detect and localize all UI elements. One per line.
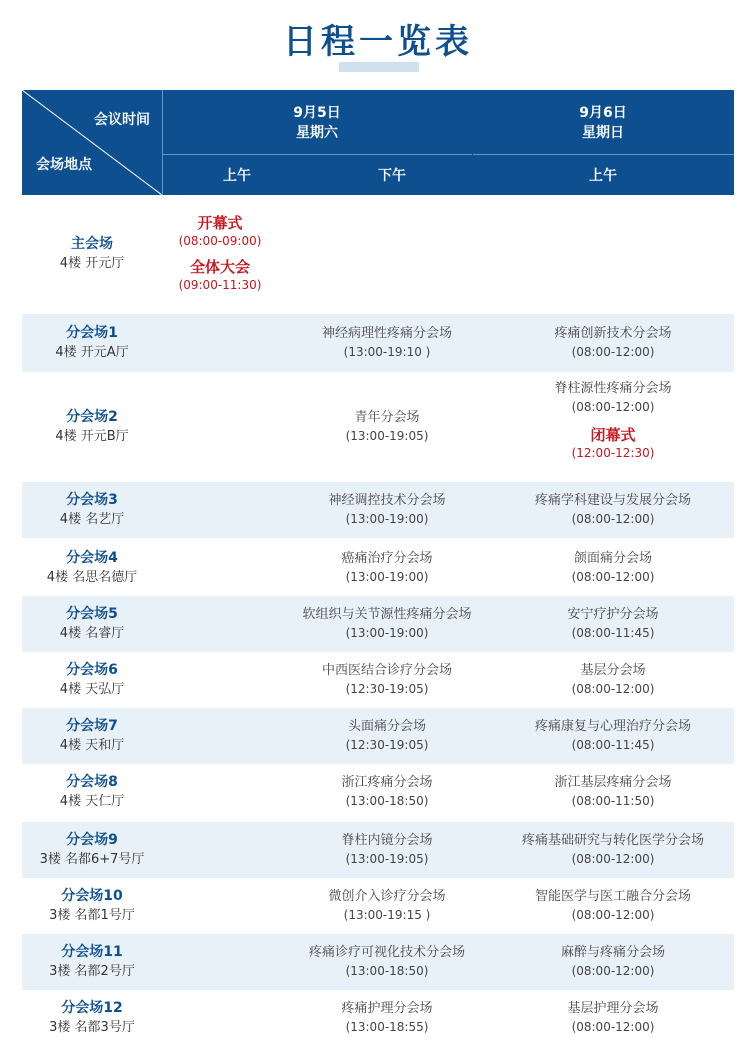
session-name: 疼痛学科建设与发展分会场 bbox=[534, 493, 691, 508]
session-row bbox=[22, 652, 734, 708]
session-time: (08:00-12:00) bbox=[571, 400, 655, 414]
venue-location: 3楼 名都1号厅 bbox=[49, 908, 135, 923]
day1-header bbox=[162, 103, 472, 143]
venue-name: 分会场7 bbox=[66, 718, 118, 734]
session-time: (08:00-11:45) bbox=[571, 626, 655, 640]
session-time: (12:30-19:05) bbox=[345, 738, 429, 752]
venue bbox=[22, 407, 162, 447]
day1-am-header: 上午 bbox=[223, 168, 251, 184]
session-row bbox=[22, 482, 734, 538]
session-name: 头面痛分会场 bbox=[347, 719, 426, 734]
venue-location: 4楼 名艺厅 bbox=[59, 512, 125, 527]
session-time: (08:00-12:00) bbox=[571, 345, 655, 359]
session-time: (13:00-19:15 ) bbox=[343, 908, 431, 922]
header-venue-place: 会场地点 bbox=[36, 157, 92, 173]
session-name: 浙江基层疼痛分会场 bbox=[554, 775, 672, 790]
venue-name: 分会场5 bbox=[66, 606, 118, 622]
session-time: (13:00-19:10 ) bbox=[343, 345, 431, 359]
session-time: (13:00-18:55) bbox=[345, 1020, 429, 1034]
day2-am-session bbox=[496, 662, 730, 698]
session-row bbox=[22, 314, 734, 372]
session-name: 疼痛创新技术分会场 bbox=[554, 326, 672, 341]
venue bbox=[22, 942, 162, 982]
session-name: 疼痛诊疗可视化技术分会场 bbox=[308, 945, 465, 960]
day1-pm-header: 下午 bbox=[378, 168, 406, 184]
venue bbox=[22, 998, 162, 1038]
session-time: (13:00-19:05) bbox=[345, 429, 429, 443]
venue bbox=[22, 323, 162, 363]
plenary-name: 全体大会 bbox=[189, 258, 250, 276]
session-name: 安宁疗护分会场 bbox=[567, 607, 659, 622]
session-row bbox=[22, 596, 734, 652]
session-name: 疼痛护理分会场 bbox=[341, 1001, 433, 1016]
venue-name: 主会场 bbox=[71, 236, 113, 252]
day1-pm-session bbox=[282, 944, 492, 980]
session-name: 神经调控技术分会场 bbox=[328, 493, 446, 508]
main-hall-venue bbox=[22, 234, 162, 274]
venue-location: 4楼 开元厅 bbox=[59, 256, 125, 271]
session-time: (13:00-18:50) bbox=[345, 964, 429, 978]
session-name: 颌面痛分会场 bbox=[573, 551, 652, 566]
session-row bbox=[22, 822, 734, 878]
day2-am-session bbox=[496, 944, 730, 980]
venue bbox=[22, 772, 162, 812]
session-time: (08:00-12:00) bbox=[571, 512, 655, 526]
session-name: 基层护理分会场 bbox=[567, 1001, 659, 1016]
venue bbox=[22, 886, 162, 926]
venue bbox=[22, 660, 162, 700]
session-name: 智能医学与医工融合分会场 bbox=[534, 889, 691, 904]
session-time: (08:00-12:00) bbox=[571, 852, 655, 866]
venue bbox=[22, 716, 162, 756]
day1-pm-session bbox=[282, 774, 492, 810]
venue bbox=[22, 830, 162, 870]
day2-date: 9月6日 bbox=[579, 105, 627, 121]
venue-location: 4楼 开元B厅 bbox=[55, 429, 129, 444]
day2-am-session bbox=[496, 832, 730, 868]
day1-pm-session bbox=[282, 325, 492, 361]
day1-pm-session bbox=[282, 492, 492, 528]
venue-location: 4楼 开元A厅 bbox=[55, 345, 129, 360]
session-time: (08:00-12:00) bbox=[571, 908, 655, 922]
session-time: (08:00-12:00) bbox=[571, 570, 655, 584]
session-time: (08:00-12:00) bbox=[571, 1020, 655, 1034]
session-row bbox=[22, 764, 734, 820]
schedule-header bbox=[22, 90, 734, 195]
session-time: (13:00-18:50) bbox=[345, 794, 429, 808]
day2-am-session bbox=[496, 1000, 730, 1036]
session-name: 脊柱源性疼痛分会场 bbox=[554, 381, 672, 396]
venue bbox=[22, 604, 162, 644]
venue-location: 4楼 名思名德厅 bbox=[46, 570, 138, 585]
session-name: 中西医结合诊疗分会场 bbox=[321, 663, 452, 678]
session-row bbox=[22, 374, 734, 480]
venue-location: 4楼 天弘厅 bbox=[59, 682, 125, 697]
day2-am-session bbox=[496, 325, 730, 361]
day2-am-header: 上午 bbox=[589, 168, 617, 184]
session-time: (13:00-19:00) bbox=[345, 570, 429, 584]
session-row bbox=[22, 990, 734, 1046]
day1-pm-session bbox=[282, 606, 492, 642]
header-meeting-time: 会议时间 bbox=[94, 112, 150, 128]
session-name: 软组织与关节源性疼痛分会场 bbox=[302, 607, 472, 622]
day1-pm-session bbox=[282, 832, 492, 868]
session-name: 青年分会场 bbox=[354, 410, 420, 425]
venue-location: 3楼 名都2号厅 bbox=[49, 964, 135, 979]
session-row bbox=[22, 878, 734, 934]
opening-ceremony-name: 开幕式 bbox=[197, 214, 243, 232]
day1-pm-session bbox=[282, 888, 492, 924]
venue bbox=[22, 490, 162, 530]
day1-pm-session bbox=[282, 550, 492, 586]
session-time: (13:00-19:05) bbox=[345, 852, 429, 866]
day2-am-session bbox=[496, 606, 730, 642]
venue-name: 分会场1 bbox=[66, 325, 118, 341]
venue-name: 分会场2 bbox=[66, 409, 118, 425]
title-underline bbox=[339, 62, 419, 72]
day1-pm-session bbox=[282, 1000, 492, 1036]
day1-pm-session bbox=[282, 662, 492, 698]
venue-location: 4楼 天和厅 bbox=[59, 738, 125, 753]
header-horizontal-divider bbox=[162, 154, 734, 155]
session-name: 疼痛康复与心理治疗分会场 bbox=[534, 719, 691, 734]
day1-pm-session bbox=[282, 409, 492, 445]
session-time: (13:00-19:00) bbox=[345, 626, 429, 640]
venue-location: 4楼 名睿厅 bbox=[59, 626, 125, 641]
day2-header bbox=[472, 103, 734, 143]
day2-am-session bbox=[496, 718, 730, 754]
session-time: (08:00-11:50) bbox=[571, 794, 655, 808]
day2-am-session bbox=[496, 774, 730, 810]
day2-weekday: 星期日 bbox=[582, 125, 624, 141]
session-name: 癌痛治疗分会场 bbox=[341, 551, 433, 566]
opening-ceremony-time: (08:00-09:00) bbox=[178, 234, 262, 248]
session-name: 浙江疼痛分会场 bbox=[341, 775, 433, 790]
venue-name: 分会场11 bbox=[61, 944, 123, 960]
venue-name: 分会场12 bbox=[61, 1000, 123, 1016]
closing-ceremony-name: 闭幕式 bbox=[590, 426, 636, 444]
venue-name: 分会场6 bbox=[66, 662, 118, 678]
session-time: (13:00-19:00) bbox=[345, 512, 429, 526]
day1-date: 9月5日 bbox=[293, 105, 341, 121]
page-title: 日程一览表 bbox=[283, 22, 473, 62]
plenary-time: (09:00-11:30) bbox=[178, 278, 262, 292]
day2-am-session bbox=[496, 492, 730, 528]
session-row bbox=[22, 708, 734, 764]
venue-name: 分会场8 bbox=[66, 774, 118, 790]
venue-name: 分会场4 bbox=[66, 550, 118, 566]
day2-am-session bbox=[496, 550, 730, 586]
session-name: 麻醉与疼痛分会场 bbox=[560, 945, 665, 960]
day1-pm-session bbox=[282, 718, 492, 754]
main-hall-events bbox=[162, 214, 278, 294]
day2-am-session bbox=[496, 380, 730, 462]
session-name: 脊柱内镜分会场 bbox=[341, 833, 433, 848]
venue-name: 分会场3 bbox=[66, 492, 118, 508]
day2-am-session bbox=[496, 888, 730, 924]
venue-name: 分会场10 bbox=[61, 888, 123, 904]
session-time: (08:00-11:45) bbox=[571, 738, 655, 752]
session-name: 微创介入诊疗分会场 bbox=[328, 889, 446, 904]
venue-location: 3楼 名都3号厅 bbox=[49, 1020, 135, 1035]
venue-location: 3楼 名都6+7号厅 bbox=[39, 852, 145, 867]
day1-weekday: 星期六 bbox=[296, 125, 338, 141]
session-row bbox=[22, 540, 734, 596]
session-name: 基层分会场 bbox=[580, 663, 646, 678]
session-time: (08:00-12:00) bbox=[571, 964, 655, 978]
venue-name: 分会场9 bbox=[66, 832, 118, 848]
session-time: (12:30-19:05) bbox=[345, 682, 429, 696]
main-hall-row bbox=[22, 200, 734, 312]
header-diagonal-line bbox=[22, 90, 162, 195]
session-row bbox=[22, 934, 734, 990]
session-time: (08:00-12:00) bbox=[571, 682, 655, 696]
venue-location: 4楼 天仁厅 bbox=[59, 794, 125, 809]
session-name: 神经病理性疼痛分会场 bbox=[321, 326, 452, 341]
closing-ceremony-time: (12:00-12:30) bbox=[571, 446, 655, 460]
session-name: 疼痛基础研究与转化医学分会场 bbox=[521, 833, 704, 848]
venue bbox=[22, 548, 162, 588]
